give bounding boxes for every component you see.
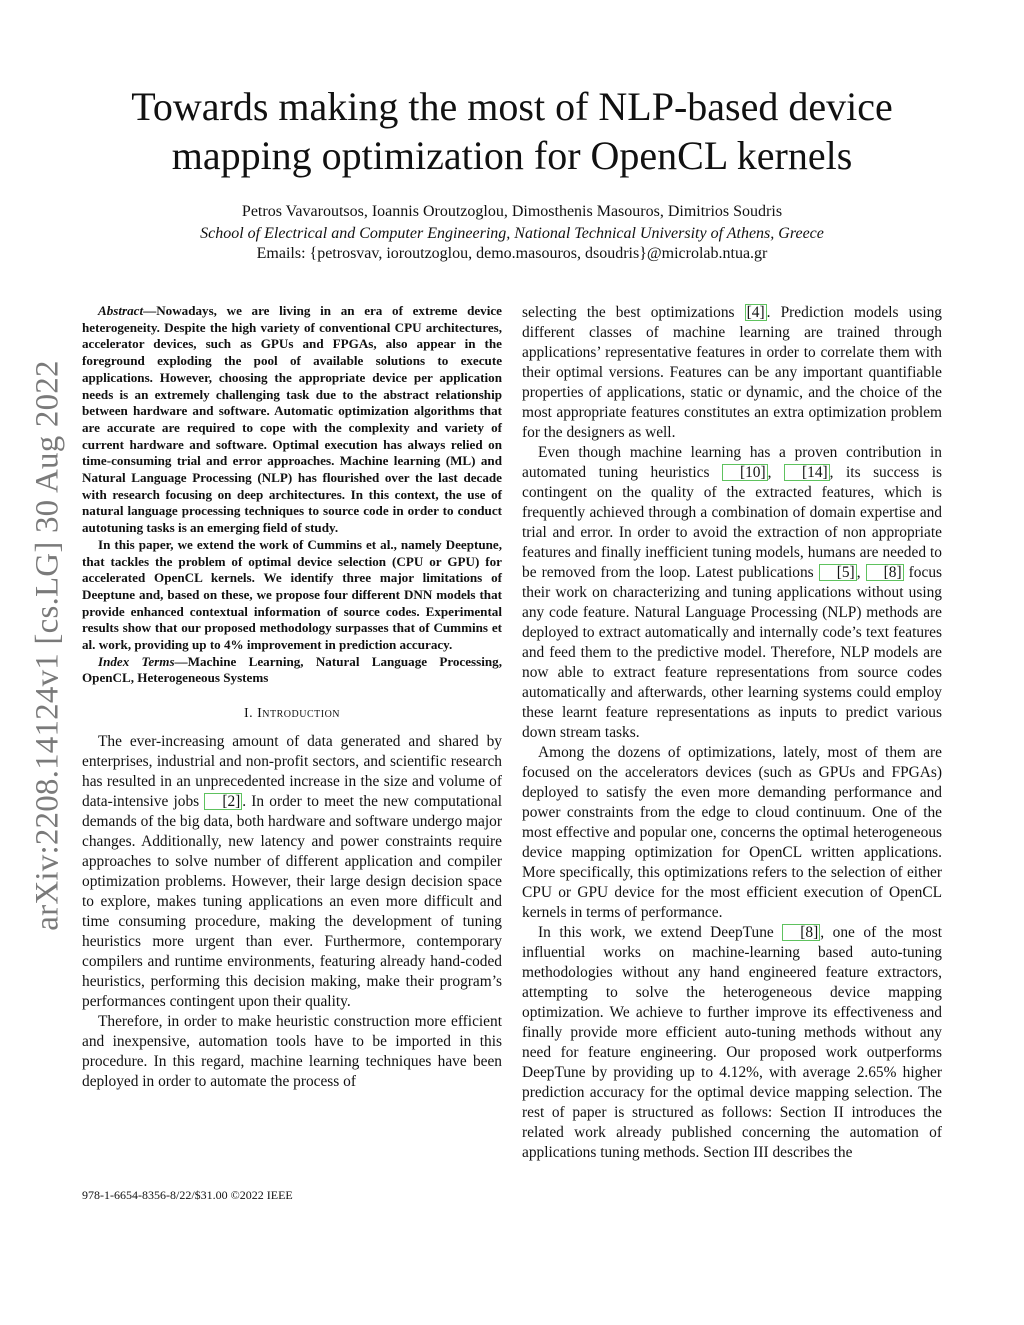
citation-link[interactable]: [8] [866,564,904,581]
section-numeral: I. [243,706,258,722]
emails: Emails: {petrosvav, ioroutzoglou, demo.masouros, dsoudris}@microlab.ntua.gr [256,245,768,262]
introduction-body [82,732,502,1092]
paper-title: Towards making the most of NLP-based device mapping optimization for OpenCL kernels [131,84,893,178]
right-column [522,303,942,1163]
abstract-text-1: —Nowadays, we are living in an era of extreme device heterogeneity. Despite the high variety of conventional CPU architectures, accelerator devices, such as GPUs and FPGAs, also appear in the foreground exploding the pool of available solutions to execute applications. However, choosing the appropriate device per application needs is an extremely challenging task due to the abstract relationship between hardware and software. Automatic optimization algorithms that are accurate are required to cope with the complexity and variety of current hardware and software. Optimal execution has always relied on time-consuming trial and error approaches. Machine learning (ML) and Natural Language Processing (NLP) has flourished over the last decade with research focusing on deep architectures. In this context, the use of natural language processing techniques to source code in order to conduct autotuning tasks is an emerging field of study. [82,303,502,536]
left-column [82,303,502,1092]
right-p4-text-a: In this work, we extend DeepTune [538,924,783,941]
citation-link[interactable]: [5] [819,564,857,581]
intro-p1-text-a: The ever-increasing amount of data generated and shared by enterprises, industrial and non-profit sectors, and scientific research has resulted in an unprecedented increase in the size and volume of data-intensive jobs [82,733,502,811]
right-p4-text-b: , one of the most influential works on machine-learning based auto-tuning methodologies without any hand engineered feature extractors, attempting to solve the heterogeneous device mapping optimization. We achieve to further improve its effectiveness and finally provide more efficient auto-tuning methods without any need for feature engineering. Our proposed work outperforms DeepTune by providing up to 4.12%, with average 2.65% higher prediction accuracy for the optimal device mapping selection. The rest of paper is structured as follows: Section II introduces the related work already published concerning the automation of applications tuning methods. Section III describes the [522,924,942,1161]
right-p1-text-a: selecting the best optimizations [522,304,745,321]
right-paragraph-3: Among the dozens of optimizations, lately, most of them are focused on the accelerators devices (such as GPUs and FPGAs) deployed to satisfy the even more demanding performance and power constraints from the edge to cloud continuum. One of the most effective and popular one, concerns the optimal heterogeneous device mapping optimization for OpenCL written applications. More specifically, this optimizations refers to the selection of either CPU or GPU device for the most efficient execution of OpenCL kernels in terms of performance. [522,744,942,921]
affiliation: School of Electrical and Computer Engineering, National Technical University of Athens, Greece [200,225,824,242]
index-terms-text: —Machine Learning, Natural Language Processing, OpenCL, Heterogeneous Systems [82,653,502,686]
citation-link[interactable]: [8] [782,924,820,941]
citation-link[interactable]: [2] [204,793,242,810]
right-paragraph-1 [522,303,942,443]
right-p1-text-b: . Prediction models using different classes of machine learning are trained through applications’ representative features in order to correlate them with their optimal versions. Features can be any important quantifiable properties of applications, static or dynamic, and the choice of the most appropriate features constitutes an extra optimization problem for the designers as well. [522,304,942,441]
arxiv-sidebar [29,348,67,943]
right-paragraph-2 [522,443,942,743]
section-title: Introduction [257,706,341,722]
abstract-paragraph-2: In this paper, we extend the work of Cummins et al., namely Deeptune, that tackles the problem of optimal device selection (CPU or GPU) for accelerated OpenCL kernels. We identify three major limitations of Deeptune and, based on these, we propose four different DNN models that provide enhanced contextual information of source codes. Experimental results show that our proposed methodology surpasses that of Cummins et al. work, providing up to 4% improvement in prediction accuracy. [82,536,502,653]
intro-paragraph-1 [82,732,502,1012]
section-heading-introduction [82,706,502,722]
abstract [82,303,502,654]
citation-separator: , [767,464,784,481]
intro-p1-text-b: . In order to meet the new computational demands of the big data, both hardware and software undergo major changes. Additionally, new latency and power constraints require approaches to solve number of different application and compiler optimization problems. However, their large design decision space to explore, makes tuning applications an even more difficult and time consuming procedure, making the development of tuning heuristics more urgent than ever. Furthermore, contemporary compilers and runtime environments, featuring already hand-coded heuristics, performing this decision making, make their program’s performances contingent upon their quality. [82,793,502,1011]
arxiv-identifier: arXiv:2208.14124v1 [cs.LG] 30 Aug 2022 [29,360,66,931]
right-paragraph-4 [522,923,942,1163]
citation-separator: , [856,564,866,581]
citation-link[interactable]: [4] [746,304,765,321]
index-terms [82,654,502,687]
right-p2-text-a: Even though machine learning has a proven contribution in automated tuning heuristics [522,444,942,481]
right-p2-text-c: focus their work on characterizing and tuning applications without using any code feature. Natural Language Processing (NLP) methods are deployed to extract automatically and internally code’s text features and feed them to the predictive model. Therefore, NLP models are now able to extract feature representations from source codes automatically and afterwards, other learning systems could employ these learnt feature representations as inputs to predict various down stream tasks. [522,564,942,741]
abstract-paragraph-1 [82,303,502,537]
copyright-notice: 978-1-6654-8356-8/22/$31.00 ©2022 IEEE [82,1188,293,1202]
citation-link[interactable]: [14] [784,464,830,481]
author-list: Petros Vavaroutsos, Ioannis Oroutzoglou, Dimosthenis Masouros, Dimitrios Soudris [241,203,783,220]
index-terms-label: Index Terms [98,653,175,669]
citation-link[interactable]: [10] [722,464,768,481]
abstract-label: Abstract [98,303,144,318]
right-p2-text-b: , its success is contingent on the quality of the extracted features, which is frequently achieved through a combination of domain expertise and trial and error. In order to avoid the extraction of non appropriate features and finally inefficient tuning models, humans are needed to be removed from the loop. Latest publications [522,464,943,581]
intro-paragraph-2: Therefore, in order to make heuristic construction more efficient and inexpensive, automation tools have to be imported in this procedure. In this regard, machine learning techniques have been deployed in order to automate the process of [82,1013,502,1091]
